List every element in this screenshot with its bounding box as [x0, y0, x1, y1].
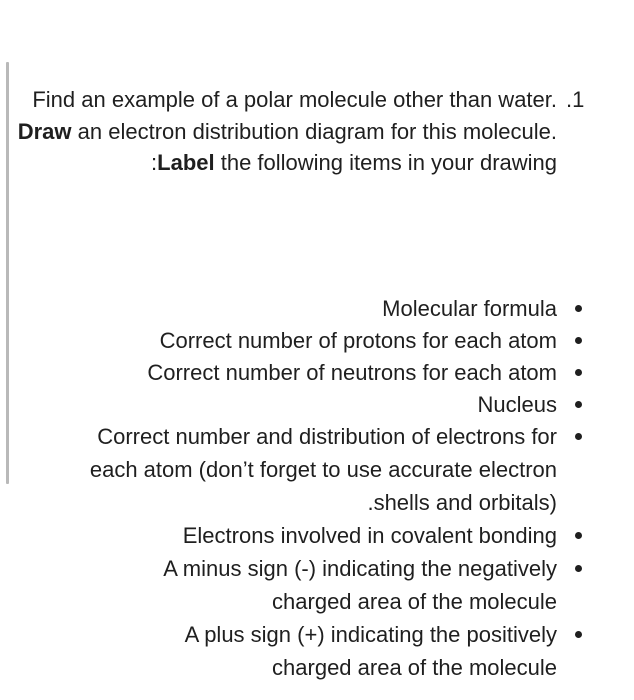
bullet-icon [575, 532, 582, 539]
list-item [0, 324, 557, 357]
list-item [87, 552, 557, 618]
question-bold-label: Label [157, 150, 215, 175]
list-item [0, 388, 557, 421]
list-item-text: Electrons involved in covalent bonding [182, 523, 557, 548]
list-item [0, 356, 557, 389]
question-text [17, 84, 557, 179]
question-text-part-3: the following items in your drawing: [151, 150, 557, 175]
bullet-icon [575, 337, 582, 344]
list-item [112, 618, 557, 684]
list-item-text: Nucleus [477, 392, 557, 417]
bullet-icon [575, 433, 582, 440]
list-item-text: Correct number of protons for each atom [159, 328, 557, 353]
bullet-icon [575, 305, 582, 312]
question-bold-draw: Draw [17, 118, 72, 144]
list-item-text: A minus sign (-) indicating the negatively charged area of the molecule [163, 556, 557, 614]
bullet-icon [575, 631, 582, 638]
bullet-icon [575, 369, 582, 376]
item-list [0, 292, 557, 684]
list-item [45, 420, 557, 519]
list-item [0, 292, 557, 325]
bullet-icon [575, 565, 582, 572]
list-item [0, 519, 557, 552]
question-text-part-2: an electron distribution diagram for this molecule. [71, 118, 557, 144]
list-item-text: A plus sign (+) indicating the positively charged area of the molecule [184, 622, 557, 680]
list-item-text: Molecular formula [382, 296, 557, 321]
question-text-part-1: Find an example of a polar molecule other than water. [32, 87, 557, 112]
question-number: .1 [566, 87, 585, 112]
bullet-icon [575, 401, 582, 408]
list-item-text: Correct number and distribution of electrons for each atom (don’t forget to use accurate electron shells and orbitals). [89, 424, 557, 515]
list-item-text: Correct number of neutrons for each atom [147, 360, 557, 385]
